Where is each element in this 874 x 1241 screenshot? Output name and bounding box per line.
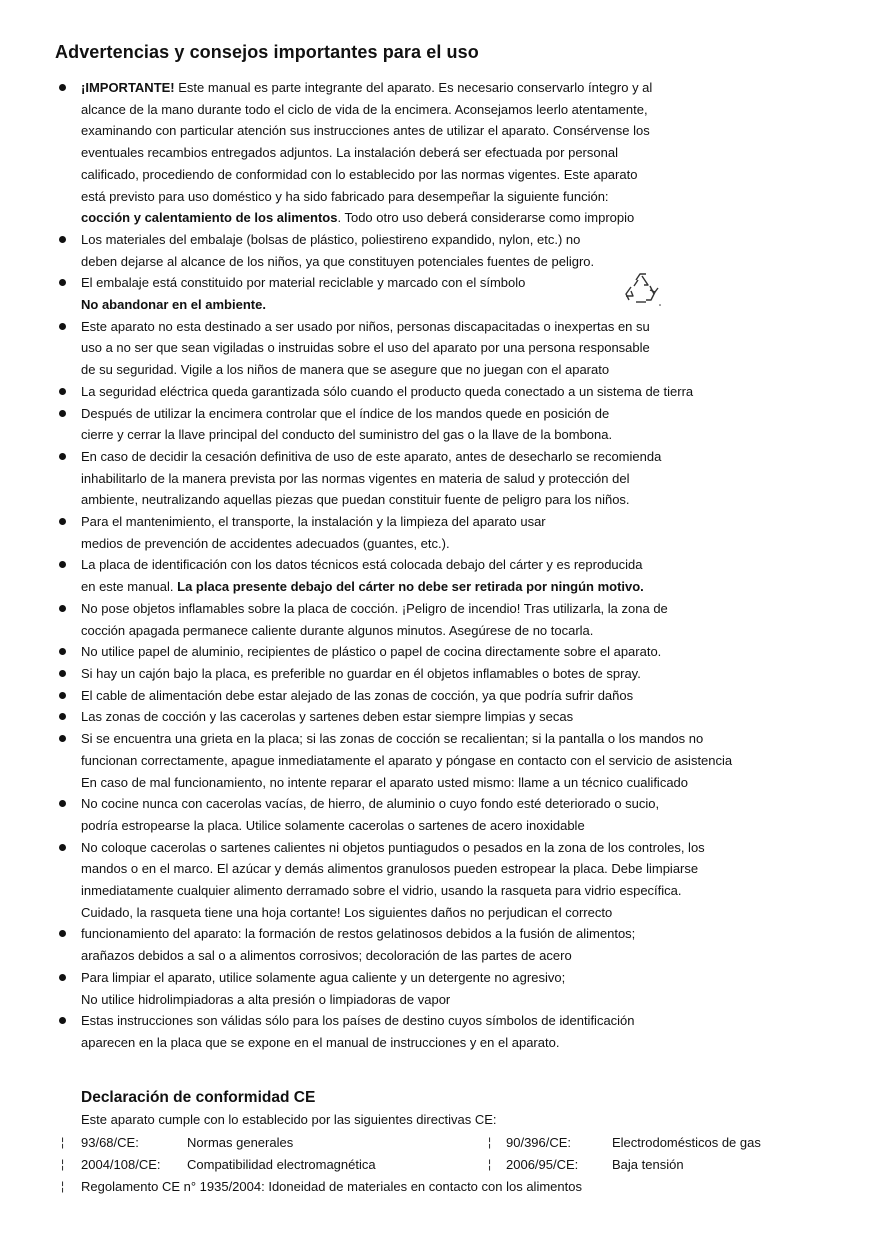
bullet-icon: [59, 84, 66, 91]
bullet-icon: [59, 670, 66, 677]
body-text: de su seguridad. Vigile a los niños de manera que se asegure que no juegan con el aparato: [81, 362, 610, 378]
body-text: examinando con particular atención sus instrucciones antes de utilizar el aparato. Consérvense los: [81, 123, 650, 139]
body-text: medios de prevención de accidentes adecuados (guantes, etc.).: [81, 535, 450, 551]
emphasis-text: La placa presente debajo del cárter no debe ser retirada por ningún motivo.: [177, 579, 644, 595]
list-item: [0, 403, 874, 446]
list-item-line: [81, 337, 874, 359]
body-text: funcionamiento del aparato: la formación de restos gelatinosos debidos a la fusión de alimentos;: [81, 926, 636, 942]
body-text: funcionan correctamente, apague inmediatamente el aparato y póngase en contacto con el servicio de asistencia: [81, 752, 733, 768]
body-text: en este manual.: [81, 579, 178, 595]
bullet-icon: [59, 844, 66, 851]
bullet-icon: [59, 692, 66, 699]
ce-directive-desc: Compatibilidad electromagnética: [187, 1157, 376, 1172]
list-item: [0, 1010, 874, 1053]
body-text: uso a no ser que sean vigiladas o instruidas sobre el uso del aparato por una persona responsable: [81, 340, 650, 356]
list-item: [0, 793, 874, 836]
body-text: No coloque cacerolas o sartenes calientes ni objetos puntiagudos o pesados en la zona de los controles, los: [81, 839, 705, 855]
recycle-icon: [622, 272, 662, 308]
body-text: Después de utilizar la encimera controlar que el índice de los mandos quede en posición de: [81, 405, 610, 421]
body-text: aparecen en la placa que se expone en el manual de instrucciones y en el aparato.: [81, 1034, 560, 1050]
ce-regulation-row: [0, 1179, 874, 1199]
list-item-line: [81, 837, 874, 859]
body-text: calificado, procediendo de conformidad con lo establecido por las normas vigentes. Este aparato: [81, 166, 638, 182]
ce-intro: Este aparato cumple con lo establecido por las siguientes directivas CE:: [81, 1112, 497, 1127]
body-text: Si se encuentra una grieta en la placa; si las zonas de cocción se recalientan; si la pantalla o los mandos no: [81, 731, 704, 747]
list-item-line: [81, 164, 874, 186]
bullet-icon: [59, 735, 66, 742]
list-item: [0, 706, 874, 728]
list-item: [0, 641, 874, 663]
ce-bullet-mark: ¦: [61, 1179, 65, 1193]
bullet-icon: [59, 453, 66, 460]
list-item: [0, 598, 874, 641]
list-item-line: [81, 815, 874, 837]
bullet-icon: [59, 974, 66, 981]
body-text: está previsto para uso doméstico y ha sido fabricado para desempeñar la siguiente función:: [81, 188, 609, 204]
body-text: Estas instrucciones son válidas sólo para los países de destino cuyos símbolos de identificación: [81, 1013, 635, 1029]
ce-directive-desc: Electrodomésticos de gas: [612, 1135, 761, 1150]
list-item-line: [81, 1032, 874, 1054]
list-item-line: [81, 424, 874, 446]
list-item-line: [81, 772, 874, 794]
body-text: cierre y cerrar la llave principal del conducto del suministro del gas o la llave de la bombona.: [81, 427, 613, 443]
list-item-line: [81, 685, 874, 707]
body-text: eventuales recambios entregados adjuntos. La instalación deberá ser efectuada por personal: [81, 145, 618, 161]
list-item-line: [81, 945, 874, 967]
list-item-line: [81, 229, 874, 251]
body-text: No utilice hidrolimpiadoras a alta presión o limpiadoras de vapor: [81, 991, 451, 1007]
body-text: No cocine nunca con cacerolas vacías, de hierro, de aluminio o cuyo fondo esté deteriorado o sucio,: [81, 796, 660, 812]
body-text: Este aparato no esta destinado a ser usado por niños, personas discapacitadas o inexpertas en su: [81, 318, 650, 334]
body-text: El cable de alimentación debe estar alejado de las zonas de cocción, ya que podría sufrir daños: [81, 687, 634, 703]
bullet-icon: [59, 518, 66, 525]
body-text: podría estropearse la placa. Utilice solamente cacerolas o sartenes de acero inoxidable: [81, 817, 585, 833]
body-text: arañazos debidos a sal o a alimentos corrosivos; decoloración de las partes de acero: [81, 948, 572, 964]
bullet-icon: [59, 323, 66, 330]
bullet-icon: [59, 1017, 66, 1024]
list-item-line: [81, 446, 874, 468]
list-item-line: [81, 77, 874, 99]
bullet-icon: [59, 410, 66, 417]
bullet-icon: [59, 800, 66, 807]
bullet-icon: [59, 605, 66, 612]
list-item-line: [81, 272, 874, 294]
emphasis-text: ¡IMPORTANTE!: [81, 80, 175, 95]
list-item-line: [81, 1010, 874, 1032]
list-item-line: [81, 967, 874, 989]
list-item-line: [81, 511, 874, 533]
bullet-icon: [59, 236, 66, 243]
body-text: En caso de mal funcionamiento, no intente reparar el aparato usted mismo: llame a un técnico cualificado: [81, 774, 689, 790]
body-text: inhabilitarlo de la manera prevista por las normas vigentes en materia de salud y protección del: [81, 470, 630, 486]
body-text: ambiente, neutralizando aquellas piezas que puedan constituir fuente de peligro para los niños.: [81, 492, 630, 508]
body-text: El embalaje está constituido por material reciclable y marcado con el símbolo: [81, 275, 526, 291]
list-item-line: [81, 598, 874, 620]
list-item-line: [81, 923, 874, 945]
ce-directive-code: 2006/95/CE:: [506, 1157, 579, 1172]
body-text: La seguridad eléctrica queda garantizada sólo cuando el producto queda conectado a un sistema de tierra: [81, 383, 694, 399]
list-item-line: [81, 641, 874, 663]
body-text: No utilice papel de aluminio, recipientes de plástico o papel de cocina directamente sobre el aparato.: [81, 644, 662, 660]
list-item-line: [81, 489, 874, 511]
body-text: No pose objetos inflamables sobre la placa de cocción. ¡Peligro de incendio! Tras utilizarla, la zona de: [81, 600, 668, 616]
list-item-line: [81, 750, 874, 772]
list-item-line: [81, 294, 874, 316]
list-item-line: [81, 316, 874, 338]
ce-directive-code: 2004/108/CE:: [81, 1157, 161, 1172]
list-item-line: [81, 793, 874, 815]
body-text: Este manual es parte integrante del aparato. Es necesario conservarlo íntegro y al: [174, 80, 653, 95]
body-text: cocción apagada permanece caliente durante algunos minutos. Asegúrese de no tocarla.: [81, 622, 594, 638]
ce-directive-desc: Normas generales: [187, 1135, 294, 1150]
list-item-line: [81, 706, 874, 728]
bullet-icon: [59, 648, 66, 655]
page-title: Advertencias y consejos importantes para el uso: [55, 42, 479, 62]
list-item-line: [81, 989, 874, 1011]
list-item-line: [81, 142, 874, 164]
list-item: [0, 967, 874, 1010]
body-text: Las zonas de cocción y las cacerolas y sartenes deben estar siempre limpias y secas: [81, 709, 574, 725]
list-item-line: [81, 728, 874, 750]
body-text: Cuidado, la rasqueta tiene una hoja cortante! Los siguientes daños no perjudican el correcto: [81, 904, 613, 920]
body-text: Si hay un cajón bajo la placa, es preferible no guardar en él objetos inflamables o botes de spray.: [81, 665, 641, 681]
list-item-line: [81, 663, 874, 685]
list-item: [0, 728, 874, 793]
list-item-line: [81, 858, 874, 880]
list-item: [0, 229, 874, 272]
body-text: Para limpiar el aparato, utilice solamente agua caliente y un detergente no agresivo;: [81, 969, 566, 985]
list-item: [0, 685, 874, 707]
body-text: . Todo otro uso deberá considerarse como impropio: [337, 210, 635, 226]
bullet-icon: [59, 279, 66, 286]
body-text: inmediatamente cualquier alimento derramado sobre el vidrio, usando la rasqueta para vidrio específica.: [81, 883, 682, 899]
bullet-icon: [59, 713, 66, 720]
emphasis-text: No abandonar en el ambiente.: [81, 297, 266, 313]
list-item-line: [81, 207, 874, 229]
list-item-line: [81, 381, 874, 403]
list-item-line: [81, 120, 874, 142]
list-item-line: [81, 251, 874, 273]
list-item: [0, 923, 874, 966]
list-item-line: [81, 902, 874, 924]
body-text: mandos o en el marco. El azúcar y demás alimentos granulosos pueden estropear la placa. Debe limpiarse: [81, 861, 699, 877]
list-item-line: [81, 403, 874, 425]
list-item: [0, 316, 874, 381]
body-text: En caso de decidir la cesación definitiva de uso de este aparato, antes de desecharlo se recomienda: [81, 448, 662, 464]
list-item: [0, 381, 874, 403]
list-item-line: [81, 468, 874, 490]
list-item: [0, 554, 874, 597]
ce-directive-desc: Baja tensión: [612, 1157, 684, 1172]
ce-directive-code: 90/396/CE:: [506, 1135, 572, 1150]
ce-directive-row: [0, 1157, 874, 1177]
list-item-line: [81, 99, 874, 121]
list-item-line: [81, 186, 874, 208]
ce-directive-code: 93/68/CE:: [81, 1135, 139, 1150]
list-item-line: [81, 359, 874, 381]
bullet-icon: [59, 561, 66, 568]
body-text: alcance de la mano durante todo el ciclo de vida de la encimera. Aconsejamos leerlo atentamente,: [81, 101, 648, 117]
emphasis-text: cocción y calentamiento de los alimentos: [81, 210, 338, 226]
list-item-line: [81, 533, 874, 555]
ce-bullet-mark: ¦: [488, 1135, 492, 1149]
list-item: [0, 511, 874, 554]
list-item-line: [81, 554, 874, 576]
body-text: Para el mantenimiento, el transporte, la instalación y la limpieza del aparato usar: [81, 514, 546, 530]
body-text: deben dejarse al alcance de los niños, ya que constituyen potenciales fuentes de peligro.: [81, 253, 595, 269]
body-text: La placa de identificación con los datos técnicos está colocada debajo del cárter y es reproducida: [81, 557, 643, 573]
list-item: [0, 272, 874, 315]
warnings-list: [0, 77, 874, 1054]
list-item-line: [81, 576, 874, 598]
list-item-line: [81, 880, 874, 902]
list-item: [0, 77, 874, 229]
ce-bullet-mark: ¦: [61, 1157, 65, 1171]
list-item-line: [81, 620, 874, 642]
ce-regulation-text: Regolamento CE n° 1935/2004: Idoneidad de materiales en contacto con los alimentos: [81, 1179, 582, 1194]
list-item: [0, 446, 874, 511]
list-item: [0, 663, 874, 685]
body-text: Los materiales del embalaje (bolsas de plástico, poliestireno expandido, nylon, etc.) no: [81, 231, 581, 247]
list-item: [0, 837, 874, 924]
ce-bullet-mark: ¦: [488, 1157, 492, 1171]
ce-title: Declaración de conformidad CE: [81, 1089, 316, 1106]
ce-bullet-mark: ¦: [61, 1135, 65, 1149]
ce-directive-row: [0, 1135, 874, 1155]
bullet-icon: [59, 388, 66, 395]
bullet-icon: [59, 930, 66, 937]
